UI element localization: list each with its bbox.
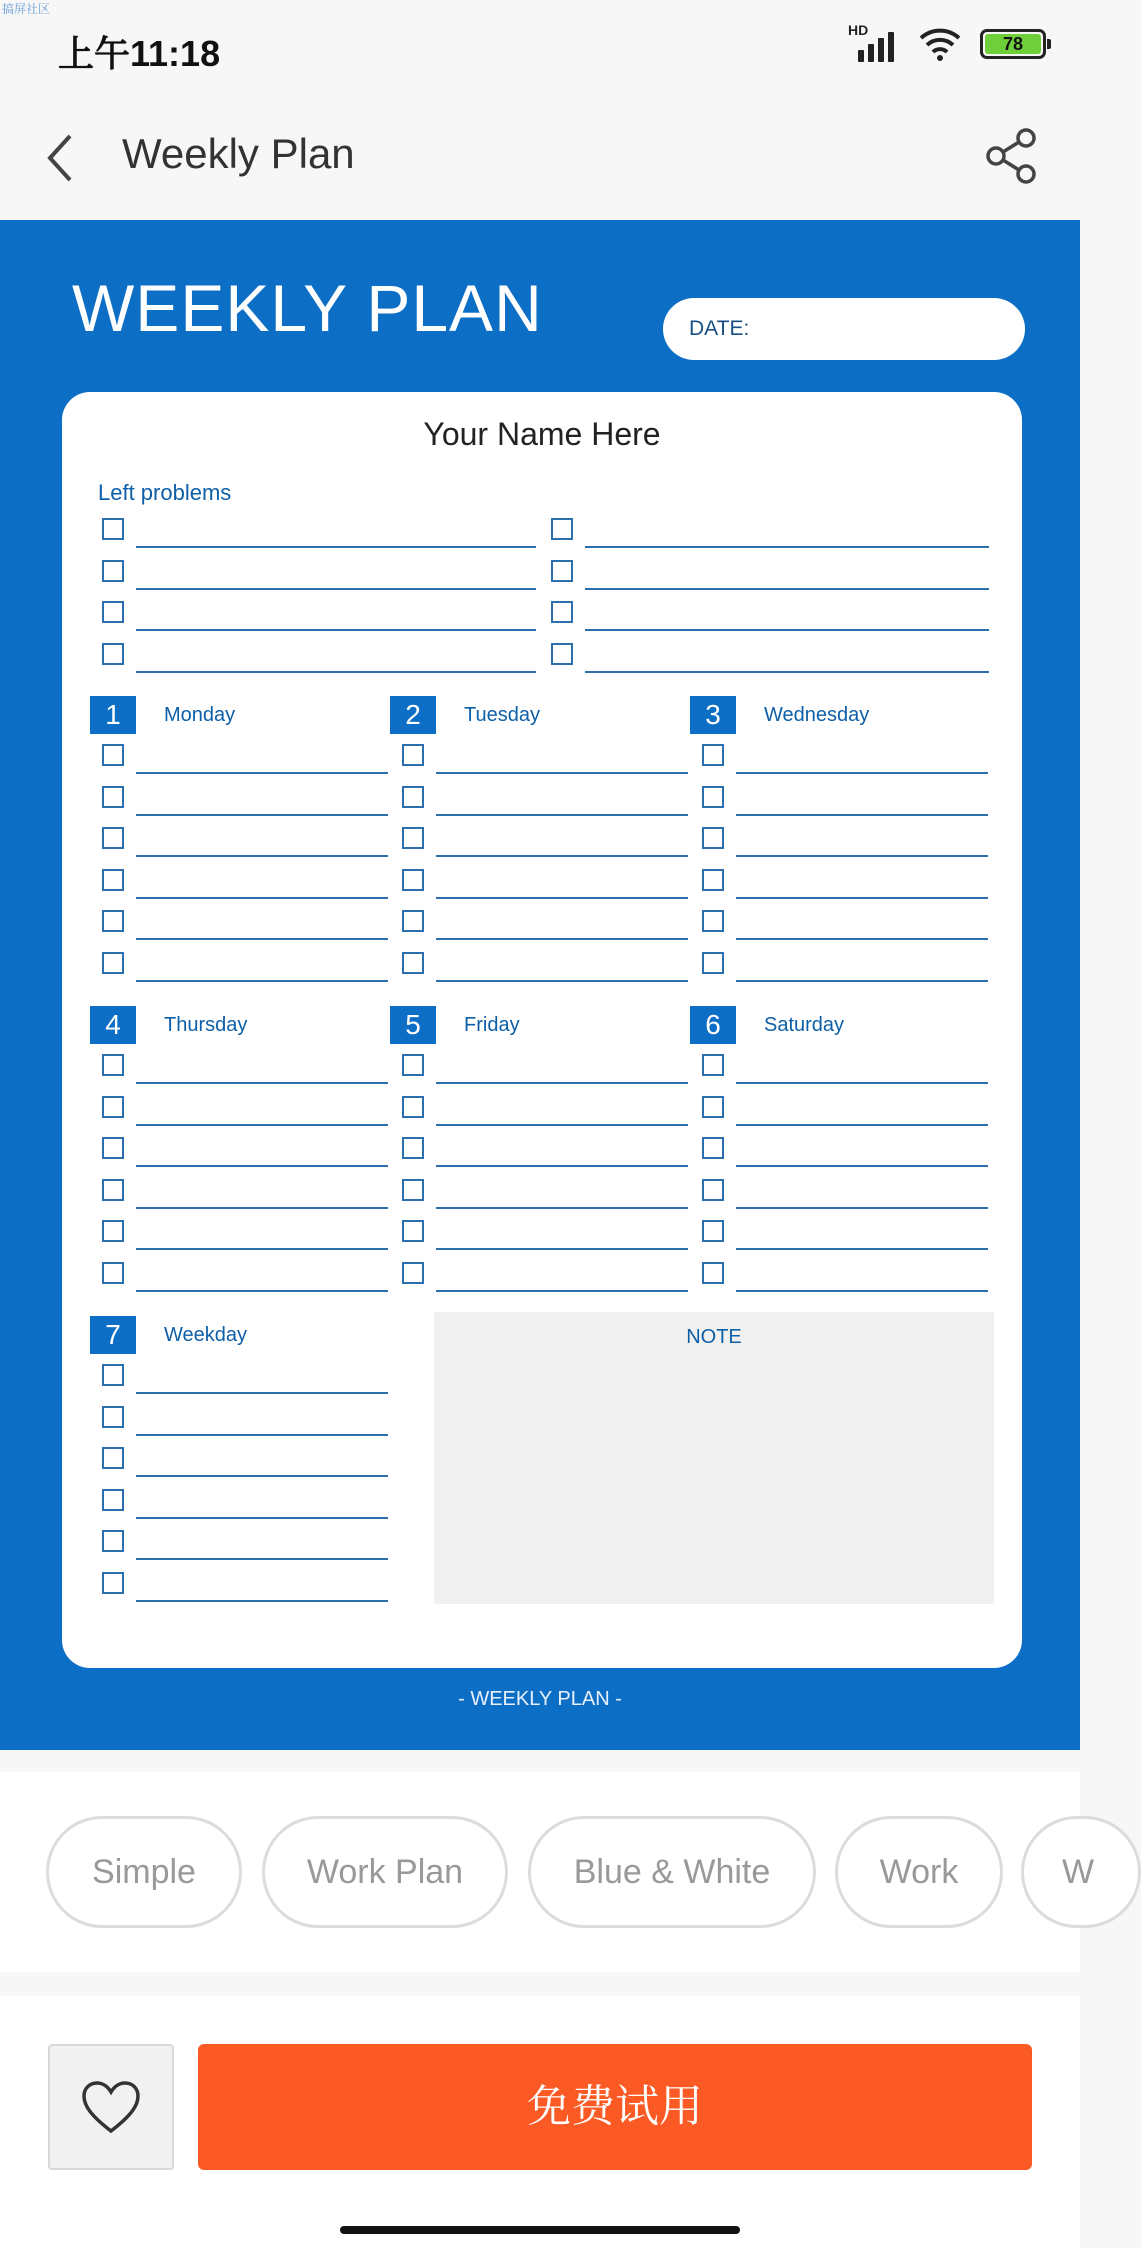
checkbox [702,744,724,766]
day-name: Wednesday [764,704,870,726]
write-line [136,1600,388,1602]
write-line [436,897,688,899]
checklist-row [702,1220,988,1250]
write-line [736,772,988,774]
checkbox [102,518,124,540]
checkbox [402,869,424,891]
checklist-row [102,1137,388,1167]
write-line [136,1517,388,1519]
checklist-row [102,1406,388,1436]
chevron-left-icon[interactable] [40,128,80,188]
checkbox [402,1096,424,1118]
signal-icon [848,22,900,62]
checkbox [402,1220,424,1242]
checklist-row [702,744,988,774]
day-number: 3 [690,696,736,734]
day-number: 5 [390,1006,436,1044]
checklist-row [402,786,688,816]
battery-level: 78 [985,34,1041,54]
checkbox [102,910,124,932]
template-footer: - WEEKLY PLAN - [458,1688,622,1710]
wifi-icon [918,26,962,62]
checklist-row [702,952,988,982]
write-line [736,1124,988,1126]
checklist-row [402,827,688,857]
day-number: 4 [90,1006,136,1044]
write-line [136,629,536,631]
write-line [736,1207,988,1209]
checkbox [102,1572,124,1594]
checkbox [102,1262,124,1284]
write-line [136,814,388,816]
checklist-row [402,1096,688,1126]
checkbox [102,560,124,582]
checklist-row [102,910,388,940]
checkbox [702,1220,724,1242]
write-line [436,1207,688,1209]
date-field [663,298,1025,360]
write-line [436,980,688,982]
checkbox [102,744,124,766]
write-line [436,1165,688,1167]
checkbox [102,869,124,891]
checkbox [402,1054,424,1076]
checklist-row [102,1179,388,1209]
write-line [136,772,388,774]
checklist-row [102,601,536,631]
checklist-row [402,869,688,899]
checklist-row [102,643,536,673]
network-type: HD [848,22,869,38]
write-line [585,588,989,590]
write-line [136,1475,388,1477]
write-line [136,1392,388,1394]
checklist-row [402,1179,688,1209]
write-line [136,588,536,590]
checklist-row [702,1137,988,1167]
checklist-row [702,1262,988,1292]
tag-chip[interactable]: Blue & White [528,1816,816,1928]
checkbox [402,786,424,808]
heart-icon [80,2079,142,2135]
write-line [436,814,688,816]
checklist-row [702,827,988,857]
checklist-row [102,1262,388,1292]
checklist-row [402,1137,688,1167]
write-line [136,1434,388,1436]
day-number: 2 [390,696,436,734]
app-header [0,100,1080,220]
tag-chip[interactable]: Work [835,1816,1003,1928]
day-number: 7 [90,1316,136,1354]
write-line [736,855,988,857]
checklist-row [702,910,988,940]
checklist-row [402,1262,688,1292]
write-line [136,1165,388,1167]
checkbox [102,952,124,974]
checkbox [551,560,573,582]
bottom-bar [0,1996,1080,2248]
day-name: Monday [164,704,236,726]
checklist-row [102,827,388,857]
checkbox [702,827,724,849]
write-line [585,629,989,631]
write-line [136,1558,388,1560]
status-time: 上午11:18 [58,33,221,74]
write-line [436,1248,688,1250]
write-line [736,814,988,816]
write-line [436,938,688,940]
battery-icon [980,29,1046,59]
write-line [736,1165,988,1167]
tag-chips [0,1772,1095,1972]
write-line [136,855,388,857]
checkbox [402,1179,424,1201]
free-trial-button[interactable]: 免费试用 [198,2044,1032,2170]
plan-card [62,392,1022,1668]
checklist-row [102,1220,388,1250]
checkbox [702,910,724,932]
checklist-row [102,1572,388,1602]
tag-chip[interactable]: W [1021,1816,1141,1928]
day-name: Tuesday [464,704,540,726]
checkbox [402,1137,424,1159]
checkbox [102,1447,124,1469]
name-heading: Your Name Here [423,416,661,452]
checkbox [102,1364,124,1386]
status-bar [0,0,1080,100]
checklist-row [102,952,388,982]
checkbox [702,952,724,974]
checkbox [102,1406,124,1428]
day-number: 1 [90,696,136,734]
write-line [136,897,388,899]
checklist-row [102,518,536,548]
write-line [136,938,388,940]
write-line [736,897,988,899]
share-icon[interactable] [984,126,1040,186]
checklist-row [702,1096,988,1126]
date-label: DATE: [689,317,750,340]
write-line [436,855,688,857]
checklist-row [551,601,989,631]
day-name: Saturday [764,1014,845,1036]
checklist-row [102,1364,388,1394]
checklist-row [551,518,989,548]
write-line [136,980,388,982]
write-line [436,772,688,774]
checkbox [702,1096,724,1118]
write-line [136,1082,388,1084]
checkbox [551,601,573,623]
checkbox [102,1220,124,1242]
checklist-row [102,1447,388,1477]
checklist-row [102,1489,388,1519]
checkbox [102,1179,124,1201]
checklist-row [702,786,988,816]
checkbox [551,518,573,540]
note-label: NOTE [686,1326,742,1348]
checklist-row [402,910,688,940]
write-line [436,1124,688,1126]
checkbox [102,827,124,849]
checklist-row [102,1054,388,1084]
note-box [434,1312,994,1604]
checkbox [402,1262,424,1284]
checkbox [102,1096,124,1118]
checklist-row [402,952,688,982]
write-line [736,980,988,982]
write-line [736,1290,988,1292]
checkbox [702,1137,724,1159]
write-line [136,1207,388,1209]
checkbox [702,1262,724,1284]
checkbox [402,910,424,932]
day-name: Friday [464,1014,520,1036]
day-name: Weekday [164,1324,248,1346]
write-line [136,546,536,548]
tag-chip[interactable]: Work Plan [262,1816,508,1928]
write-line [436,1290,688,1292]
template-title: WEEKLY PLAN [72,271,543,345]
day-name: Thursday [164,1014,248,1036]
left-problems-label: Left problems [98,480,232,505]
checklist-row [702,1054,988,1084]
checkbox [102,601,124,623]
checklist-row [551,560,989,590]
checkbox [702,1179,724,1201]
checkbox [702,786,724,808]
checkbox [402,744,424,766]
checkbox [102,1054,124,1076]
checklist-row [702,1179,988,1209]
checkbox [702,1054,724,1076]
write-line [136,1124,388,1126]
checklist-row [102,1096,388,1126]
day-number: 6 [690,1006,736,1044]
tag-chip[interactable]: Simple [46,1816,242,1928]
checkbox [102,1530,124,1552]
checklist-row [102,1530,388,1560]
write-line [136,1248,388,1250]
checklist-row [102,744,388,774]
checklist-row [102,869,388,899]
write-line [736,1082,988,1084]
checklist-row [551,643,989,673]
write-line [436,1082,688,1084]
checklist-row [102,560,536,590]
checkbox [102,786,124,808]
checkbox [402,952,424,974]
checklist-row [402,1220,688,1250]
watermark: 搞屏社区 [2,2,51,16]
write-line [736,1248,988,1250]
checkbox [702,869,724,891]
write-line [585,546,989,548]
checklist-row [402,1054,688,1084]
write-line [585,671,989,673]
favorite-button[interactable] [48,2044,174,2170]
checklist-row [102,786,388,816]
template-preview[interactable] [0,220,1080,1750]
checkbox [102,1489,124,1511]
checkbox [102,643,124,665]
write-line [136,671,536,673]
write-line [136,1290,388,1292]
checklist-row [402,744,688,774]
checklist-row [702,869,988,899]
home-indicator [340,2226,740,2234]
checkbox [402,827,424,849]
checkbox [102,1137,124,1159]
page-title: Weekly Plan [122,130,355,177]
checkbox [551,643,573,665]
write-line [736,938,988,940]
